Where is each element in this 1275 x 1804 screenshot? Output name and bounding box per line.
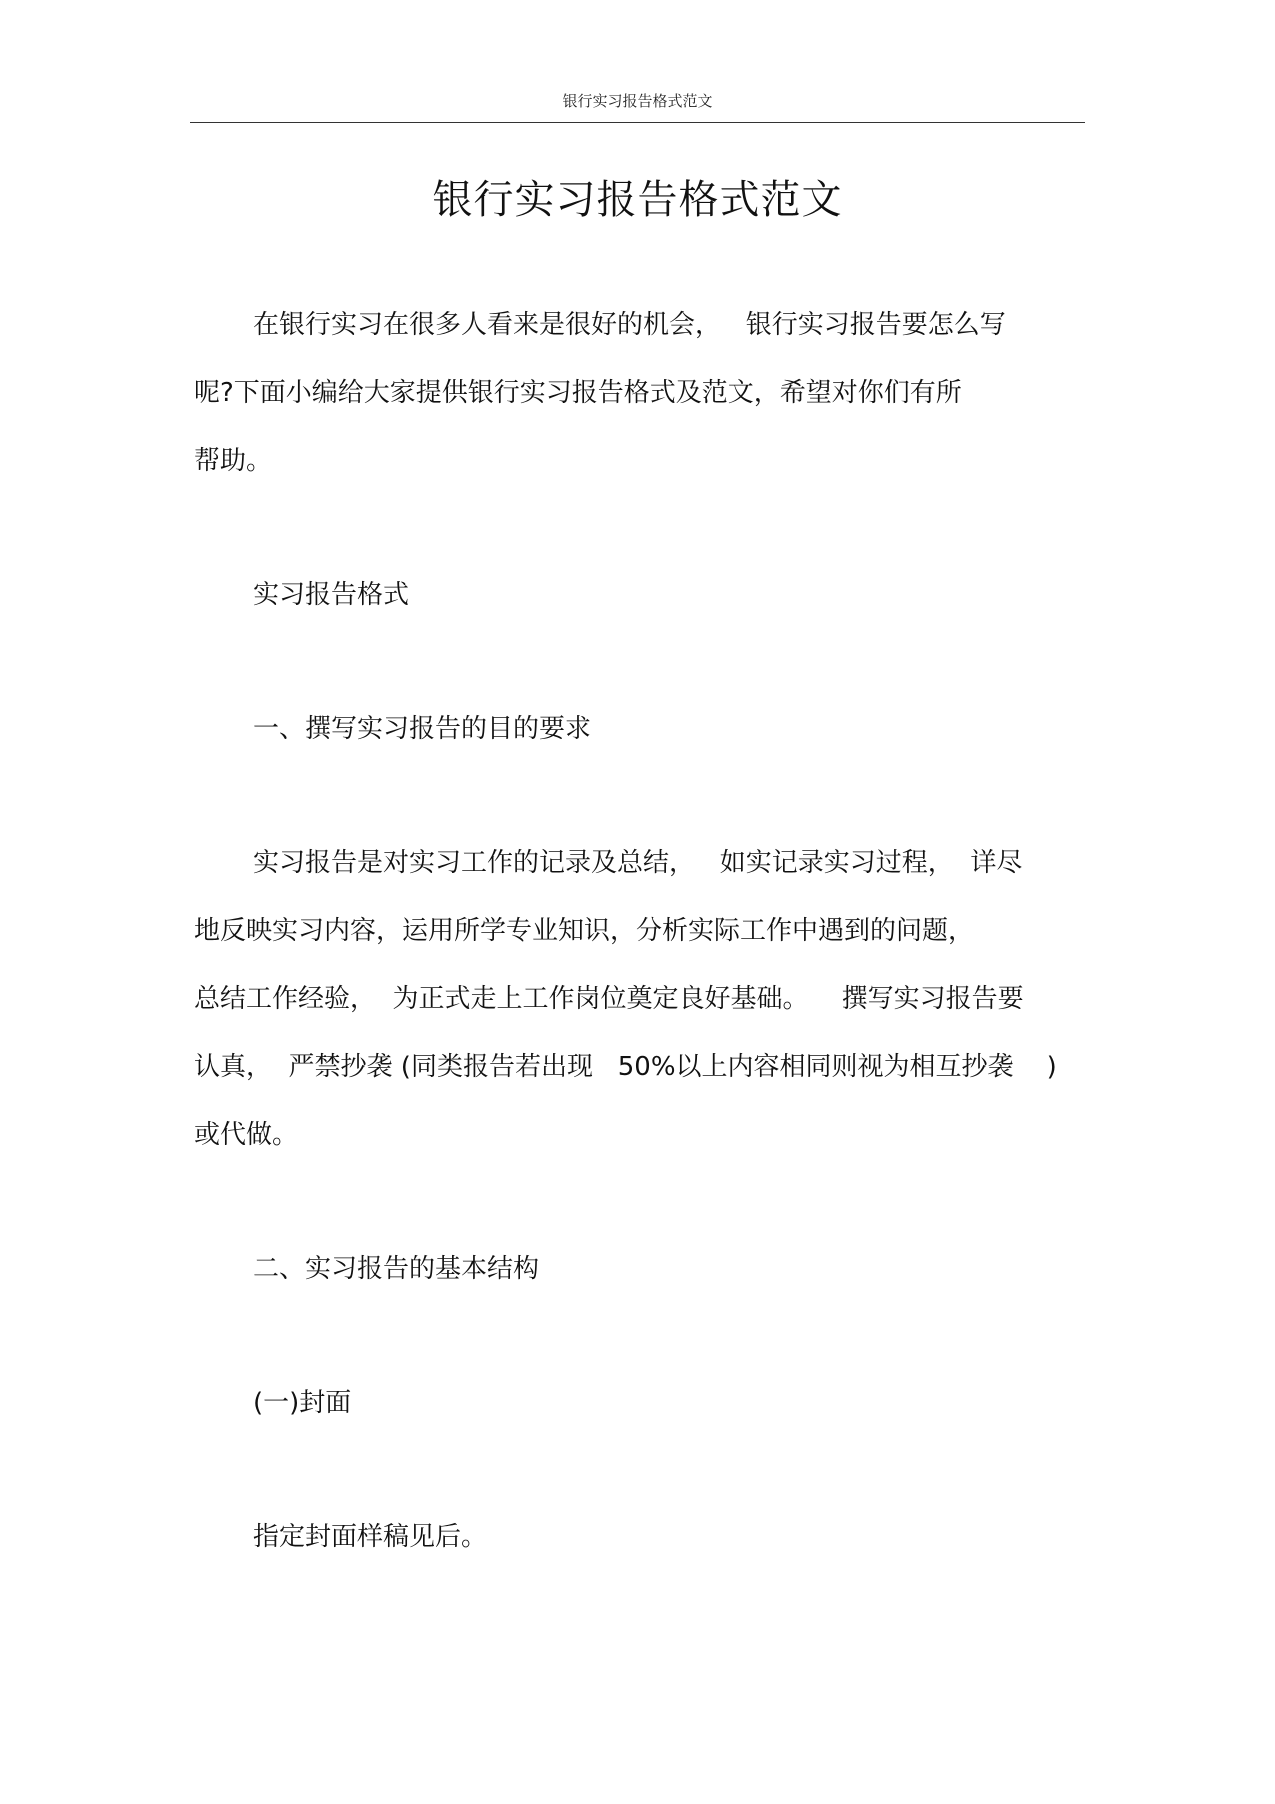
para-one-line-3: 总结工作经验， 为正式走上工作岗位奠定良好基础。 撰写实习报告要 bbox=[194, 984, 1024, 1014]
section-format-heading: 实习报告格式 bbox=[253, 580, 410, 610]
para-one-line-1: 实习报告是对实习工作的记录及总结， 如实记录实习过程， 详尽 bbox=[253, 848, 1023, 878]
intro-line-2: 呢?下面小编给大家提供银行实习报告格式及范文，希望对你们有所 bbox=[194, 378, 962, 408]
para-one-line-5: 或代做。 bbox=[194, 1120, 299, 1150]
document-title: 银行实习报告格式范文 bbox=[432, 177, 843, 223]
para-one-line-2: 地反映实习内容，运用所学专业知识，分析实际工作中遇到的问题， bbox=[194, 916, 975, 946]
running-header: 银行实习报告格式范文 bbox=[562, 92, 713, 110]
section-one-heading: 一、撰写实习报告的目的要求 bbox=[253, 714, 592, 744]
section-two-heading: 二、实习报告的基本结构 bbox=[253, 1254, 540, 1284]
header-rule bbox=[190, 122, 1085, 123]
para-one-line-4: 认真， 严禁抄袭 (同类报告若出现 50%以上内容相同则视为相互抄袭 ) bbox=[194, 1052, 1057, 1082]
intro-line-3: 帮助。 bbox=[194, 446, 273, 476]
cover-note: 指定封面样稿见后。 bbox=[253, 1522, 488, 1552]
subsection-cover-heading: (一)封面 bbox=[253, 1388, 352, 1418]
intro-line-1: 在银行实习在很多人看来是很好的机会， 银行实习报告要怎么写 bbox=[253, 310, 1006, 340]
